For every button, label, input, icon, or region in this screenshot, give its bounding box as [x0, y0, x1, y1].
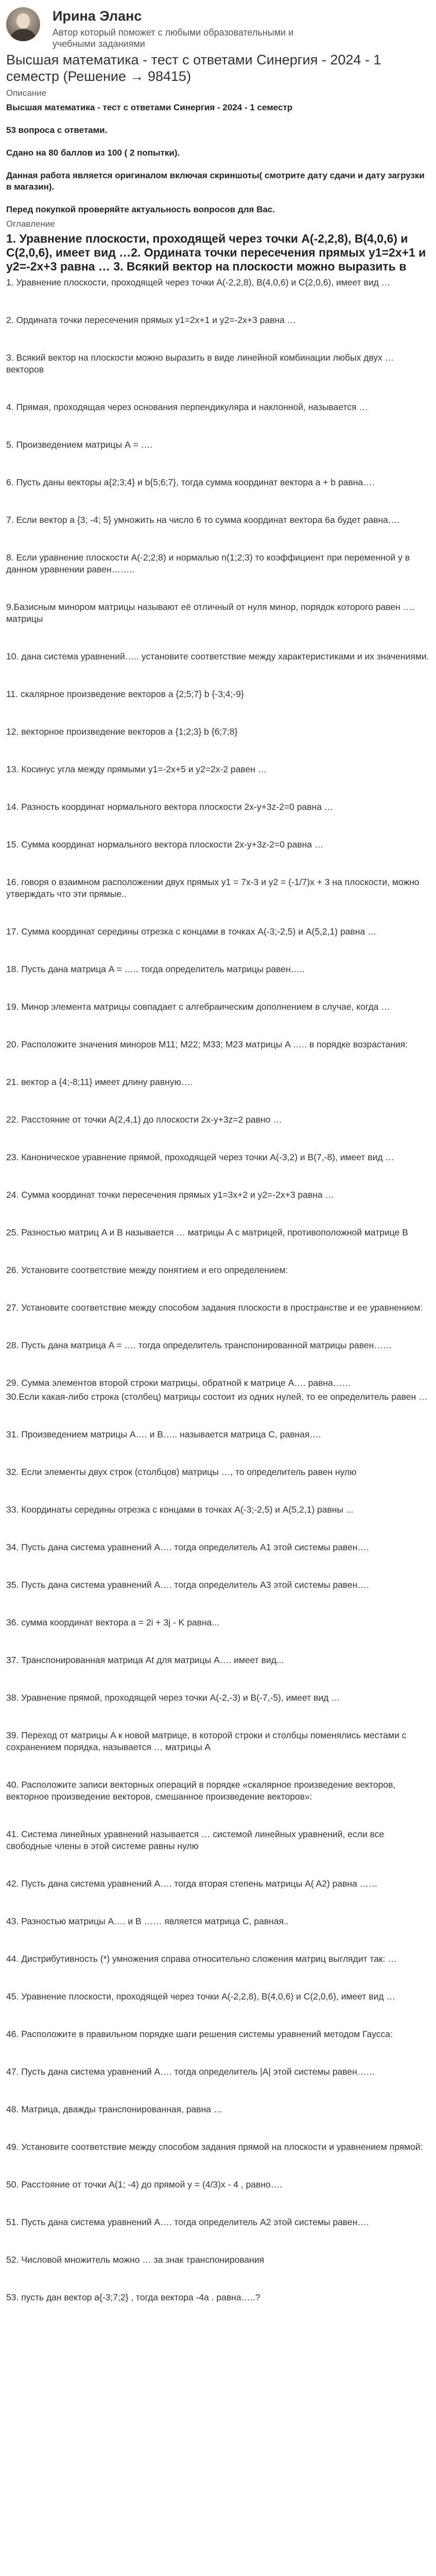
question-item: 43. Разностью матрицы A…. и B …… является матрица C, равная..: [6, 1916, 289, 1926]
toc-heading: 1. Уравнение плоскости, проходящей через точки А(-2,2,8), В(4,0,6) и С(2,0,6), имеет вид …2. Ордината точки пересечения прямых y1=2x+1 и y2=-2x+3 равна … 3. Всякий вектор на плоскости можно выразить в: [6, 232, 426, 273]
question-count: 53 вопроса с ответами.: [6, 125, 108, 135]
question-item: 29. Сумма элементов второй строки матрицы, обратной к матрице A…. равна……: [6, 1378, 351, 1388]
author-description: Автор который поможет с любыми образовательными и учебными заданиями: [53, 27, 294, 49]
question-item: 8. Если уравнение плоскости A(-2;2;8) и нормалью n(1;2;3) то коэффициент при переменной y в данном уравнении равен……..: [6, 552, 410, 574]
question-item: 46. Расположите в правильном порядке шаги решения системы уравнений методом Гаусса:: [6, 2029, 393, 2039]
question-item: 25. Разностью матриц A и B называется … матрицы A с матрицей, противоположной матрице B: [6, 1227, 408, 1238]
question-item: 24. Сумма координат точки пересечения прямых y1=3x+2 и y2=-2x+3 равна …: [6, 1190, 335, 1200]
question-item: 37. Транспонированная матрица At для матрицы A…. имеет вид...: [6, 1655, 284, 1665]
question-item: 21. вектор a {4;-8;11} имеет длину равную….: [6, 1077, 193, 1087]
question-item: 33. Координаты середины отрезка с концами в точках A(-3;-2,5) и A(5,2,1) равны ...: [6, 1504, 354, 1515]
question-item: 11. скалярное произведение векторов a {2;5;7} b {-3;4;-9}: [6, 689, 244, 699]
document-title: Высшая математика - тест с ответами Синергия - 2024 - 1 семестр (Решение → 98415): [6, 52, 381, 84]
question-item: 2. Ордината точки пересечения прямых y1=2x+1 и y2=-2x+3 равна …: [6, 315, 297, 325]
question-item: 18. Пусть дана матрица A = ….. тогда определитель матрицы равен…..: [6, 964, 305, 974]
question-item: 34. Пусть дана система уравнений A…. тогда определитель A1 этой системы равен….: [6, 1542, 369, 1552]
toc-label: Оглавление: [6, 219, 55, 229]
question-item: 10. дана система уравнений….. установите соответствие между характеристиками и их значениями.: [6, 651, 429, 662]
question-item: 9.Базисным минором матрицы называют её отличный от нуля минор, порядок которого равен …. матрицы: [6, 602, 414, 624]
question-item: 19. Минор элемента матрицы совпадает с алгебраическим дополнением в случае, когда …: [6, 1002, 390, 1012]
question-item: 45. Уравнение плоскости, проходящей через точки A(-2,2,8), B(4,0,6) и C(2,0,6), имеет вид …: [6, 1991, 395, 2002]
author-card: [6, 0, 430, 48]
question-item: 12. векторное произведение векторов a {1;2;3} b {6;7;8}: [6, 726, 238, 737]
description-label: Описание: [6, 88, 47, 98]
question-item: 53. пусть дан вектор a{-3;7;2} , тогда вектора -4a . равна…..?: [6, 2292, 260, 2302]
question-item: 42. Пусть дана система уравнений A…. тогда вторая степень матрицы A( A2) равна ……: [6, 1878, 378, 1889]
question-item: 22. Расстояние от точки A(2,4,1) до плоскости 2x-y+3z=2 равно …: [6, 1114, 282, 1125]
question-item: 4. Прямая, проходящая через основания перпендикуляра и наклонной, называется …: [6, 402, 368, 412]
question-item: 36. сумма координат вектора a = 2i + 3j - K равна...: [6, 1617, 219, 1628]
question-item: 39. Переход от матрицы A к новой матрице, в которой строки и столбцы поменялись местами с сохранением порядка, называется … матрицы A: [6, 1730, 407, 1752]
question-item: 6. Пусть даны векторы a{2;3;4} и b{5;6;7}, тогда сумма координат вектора a + b равна….: [6, 477, 375, 487]
author-name[interactable]: Ирина Эланс: [53, 8, 142, 24]
question-item: 31. Произведением матрицы A…. и B….. называется матрица C, равная….: [6, 1429, 321, 1439]
question-item: 49. Установите соответствие между способом задания прямой на плоскости и уравнением прямой:: [6, 2142, 423, 2152]
question-item: 1. Уравнение плоскости, проходящей через точки А(-2,2,8), В(4,0,6) и С(2,0,6), имеет вид …: [6, 277, 391, 287]
question-item: 27. Установите соответствие между способом задания плоскости в пространстве и ее уравнением:: [6, 1302, 423, 1313]
question-item: 23. Каноническое уравнение прямой, проходящей через точки A(-3,2) и B(7,-8), имеет вид …: [6, 1152, 394, 1162]
author-info: [53, 7, 320, 49]
question-item: 41. Система линейных уравнений называется … системой линейных уравнений, если все свободные члены в этой системе равны нулю: [6, 1829, 385, 1851]
question-item: 14. Разность координат нормального вектора плоскости 2x-y+3z-2=0 равна …: [6, 802, 334, 812]
check-note: Перед покупкой проверяйте актуальность вопросов для Вас.: [6, 205, 275, 214]
question-item: 20. Расположите значения миноров M11; M22; M33; M23 матрицы A ….. в порядке возрастания:: [6, 1039, 408, 1049]
question-item: 30.Если какая-либо строка (столбец) матрицы состоит из одних нулей, то ее определитель равен …: [6, 1392, 428, 1402]
question-item: 48. Матрица, дважды транспонированная, равна …: [6, 2104, 223, 2114]
question-item: 5. Произведением матрицы А = ….: [6, 439, 153, 450]
question-item: 26. Установите соответствие между понятием и его определением:: [6, 1265, 288, 1275]
question-item: 38. Уравнение прямой, проходящей через точки A(-2,-3) и B(-7,-5), имеет вид …: [6, 1692, 340, 1703]
question-item: 17. Сумма координат середины отрезка с концами в точках A(-3;-2,5) и A(5,2,1) равна …: [6, 926, 377, 937]
question-item: 47. Пусть дана система уравнений A…. тогда определитель |A| этой системы равен……: [6, 2066, 375, 2077]
question-item: 44. Дистрибутивность (*) умножения справа относительно сложения матриц выглядит так: …: [6, 1954, 397, 1964]
question-item: 52. Числовой множитель можно … за знак транспонирования: [6, 2255, 265, 2265]
description-heading: Высшая математика - тест с ответами Синергия - 2024 - 1 семестр: [6, 103, 293, 112]
question-item: 40. Расположите записи векторных операций в порядке «скалярное произведение векторов, векторное произведение векторов, смешанное произведение векторов»:: [6, 1780, 396, 1802]
question-item: 32. Если элементы двух строк (столбцов) матрицы …, то определитель равен нулю: [6, 1467, 357, 1477]
question-item: 16. говоря о взаимном расположении двух прямых y1 = 7x-3 и y2 = (-1/7)x + 3 на плоскости, можно утверждать что эти прямые..: [6, 877, 420, 899]
question-item: 35. Пусть дана система уравнений A…. тогда определитель A3 этой системы равен….: [6, 1580, 369, 1590]
score-note: Сдано на 80 баллов из 100 ( 2 попытки).: [6, 148, 180, 158]
original-note: Данная работа является оригиналом включая скриншоты( смотрите дату сдачи и дату загрузки в магазин).: [6, 171, 425, 192]
author-avatar[interactable]: [6, 7, 40, 41]
question-item: 28. Пусть дана матрица A = …. тогда определитель транспонированной матрицы равен……: [6, 1340, 392, 1350]
question-item: 3. Всякий вектор на плоскости можно выразить в виде линейной комбинации любых двух … векторов: [6, 352, 394, 375]
question-item: 7. Если вектор a {3; -4; 5} умножить на число 6 то сумма координат вектора 6a будет равна….: [6, 515, 400, 525]
question-item: 13. Косинус угла между прямыми y1=-2x+5 и y2=2x-2 равен …: [6, 764, 267, 774]
question-item: 50. Расстояние от точки A(1; -4) до прямой y = (4/3)x - 4 , равно….: [6, 2179, 283, 2190]
question-item: 51. Пусть дана система уравнений A…. тогда определитель A2 этой системы равен….: [6, 2217, 369, 2227]
question-item: 15. Сумма координат нормального вектора плоскости 2x-y+3z-2=0 равна …: [6, 839, 324, 850]
question-list: [6, 277, 430, 2303]
